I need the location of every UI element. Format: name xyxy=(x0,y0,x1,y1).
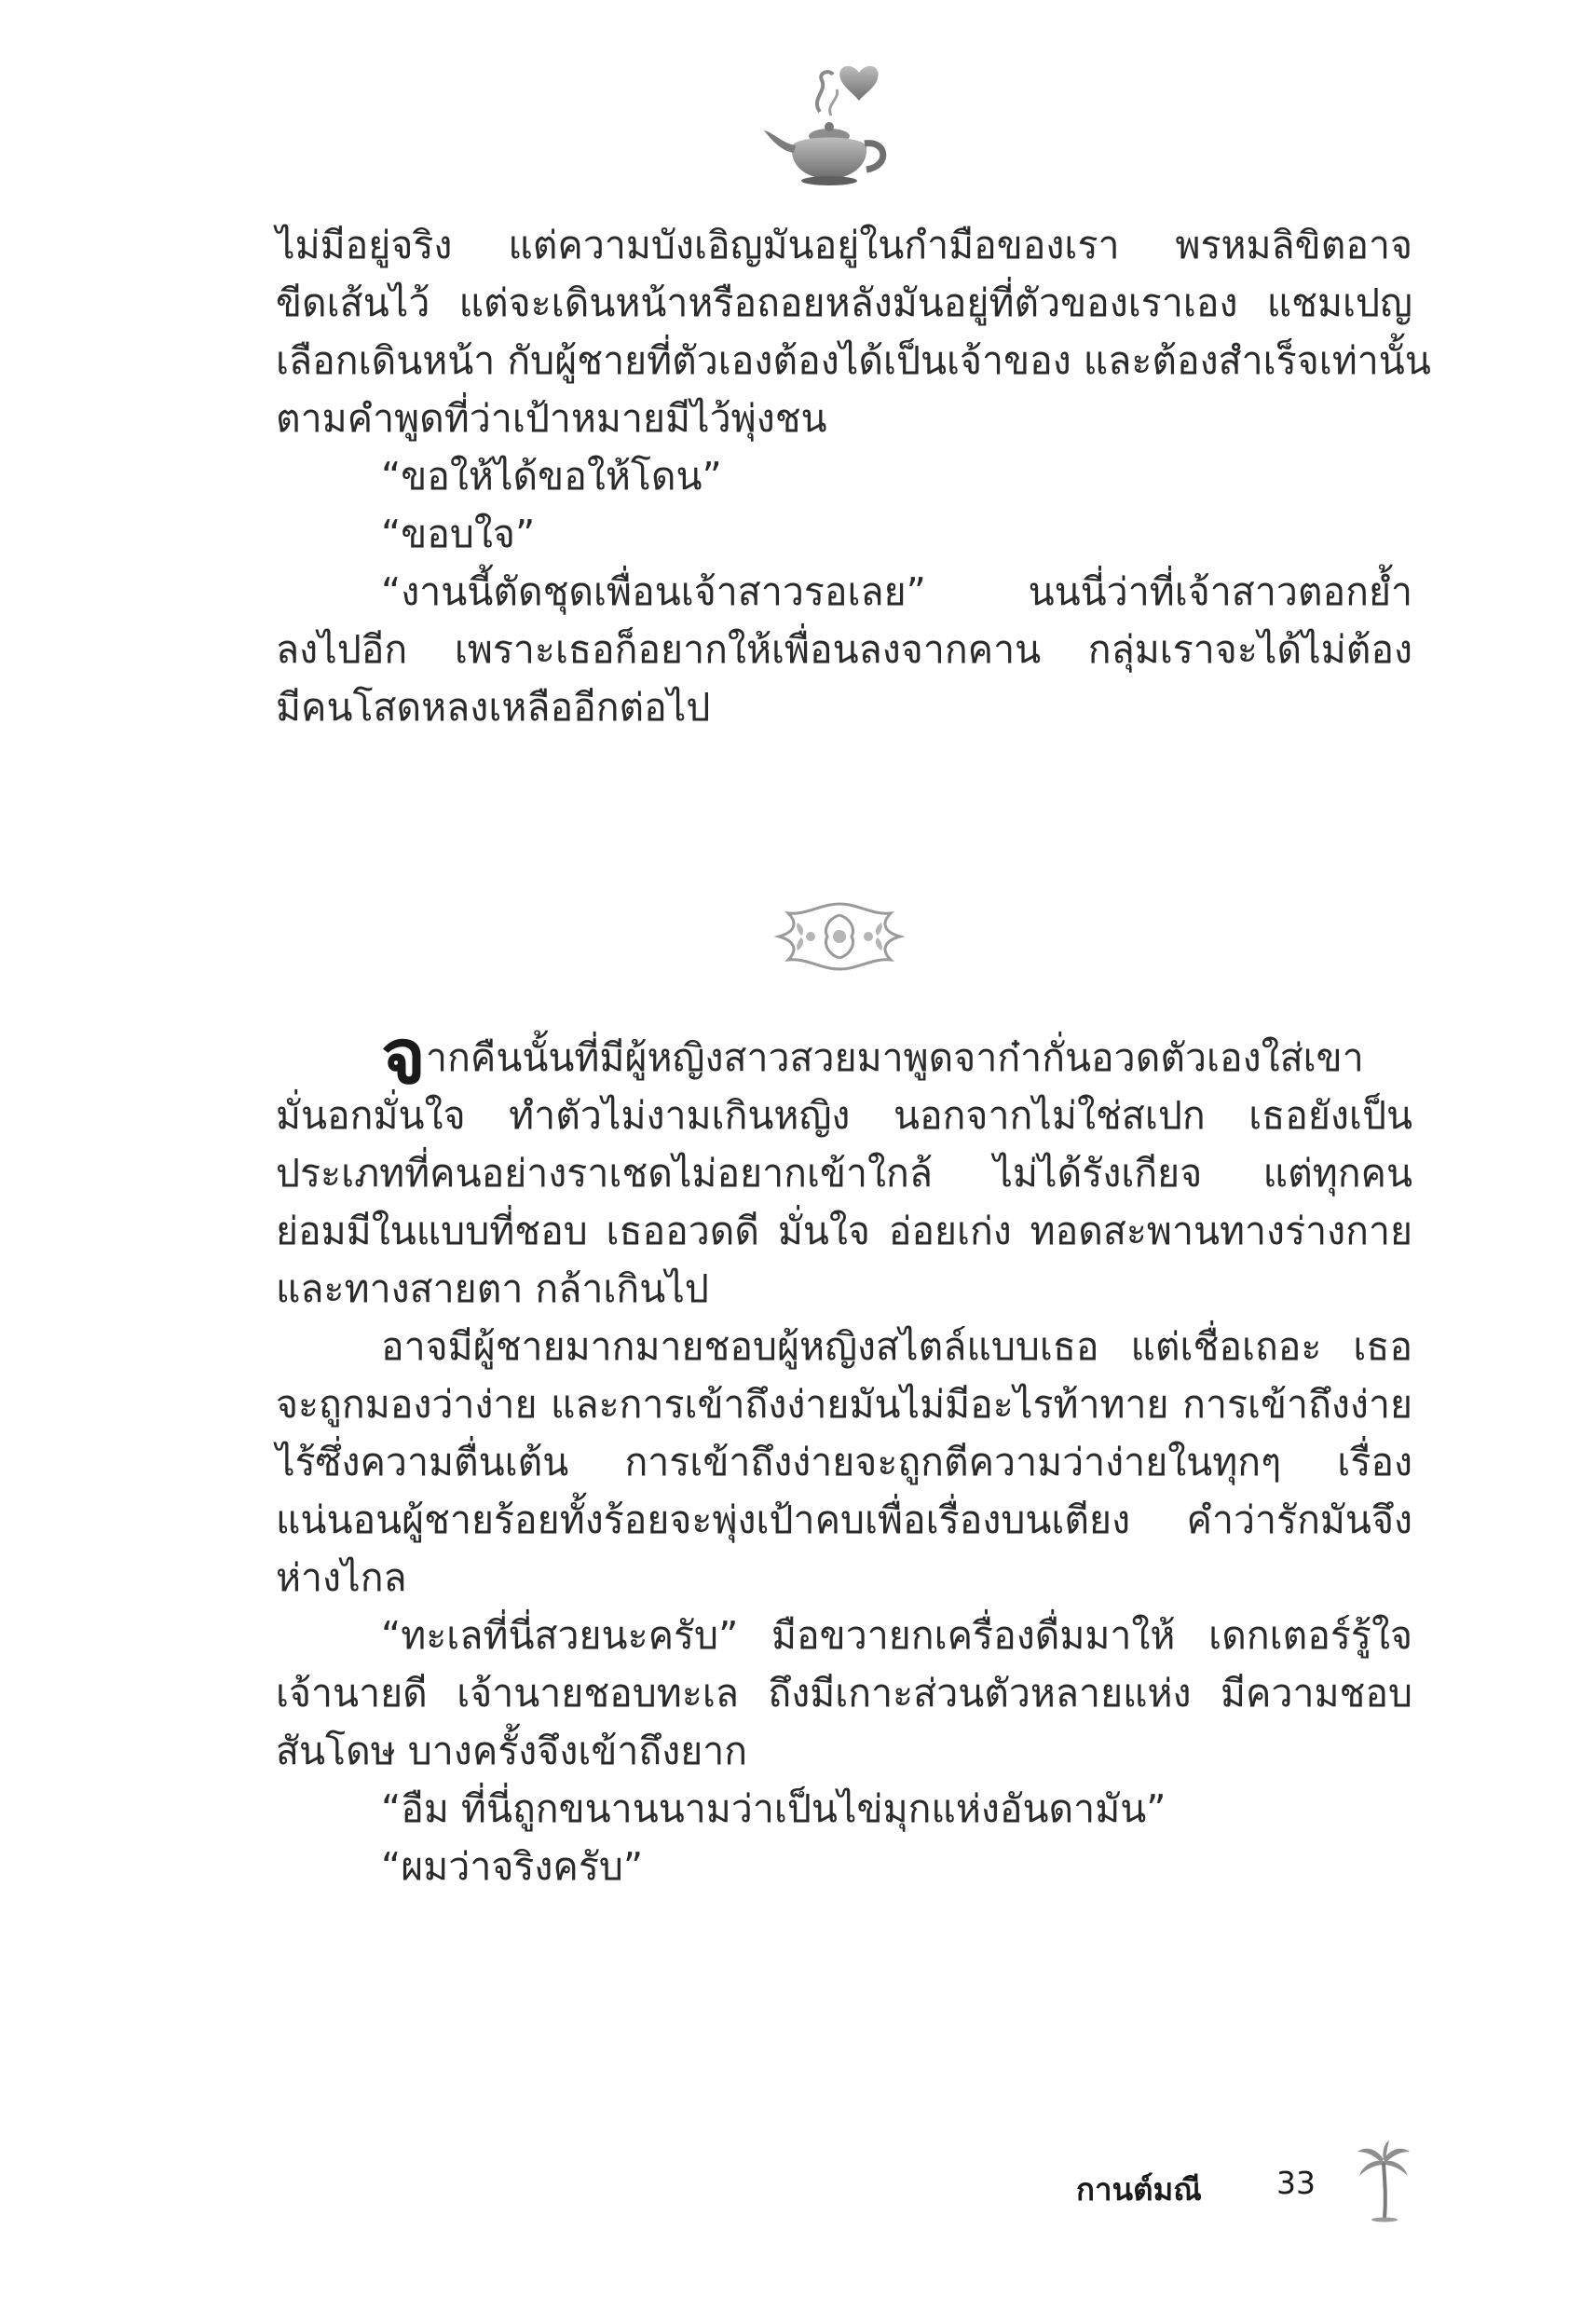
palm-tree-icon xyxy=(1356,2139,1412,2222)
text-line: ไร้ซึ่งความตื่นเต้น การเข้าถึงง่ายจะถูกตีความว่าง่ายในทุกๆ เรื่อง xyxy=(276,1440,1412,1484)
floral-scroll-ornament-icon xyxy=(770,895,909,978)
teapot-with-heart-ornament-icon xyxy=(755,54,904,194)
dialogue-line: “ขอให้ได้ขอให้โดน” xyxy=(381,454,722,499)
text-line: ห่างไกล xyxy=(276,1555,407,1600)
paragraph-block-1 xyxy=(276,216,1431,736)
dialogue-line: “อืม ที่นี่ถูกขนานนามว่าเป็นไข่มุกแห่งอันดามัน” xyxy=(381,1786,1166,1831)
text-line: ลงไปอีก เพราะเธอก็อยากให้เพื่อนลงจากคาน กลุ่มเราจะได้ไม่ต้อง xyxy=(276,627,1412,672)
text-line: ไม่มีอยู่จริง แต่ความบังเอิญมันอยู่ในกำมือของเรา พรหมลิขิตอาจ xyxy=(276,223,1412,267)
paragraph-block-2 xyxy=(276,1013,1412,1895)
page-number: 33 xyxy=(1276,2165,1316,2201)
text-line: ขีดเส้นไว้ แต่จะเดินหน้าหรือถอยหลังมันอยู่ที่ตัวของเราเอง แชมเปญ xyxy=(276,280,1412,325)
dialogue-line: “ขอบใจ” xyxy=(381,512,536,556)
text-line: เลือกเดินหน้า กับผู้ชายที่ตัวเองต้องได้เป็นเจ้าของ และต้องสำเร็จเท่านั้น xyxy=(276,338,1431,383)
text-line: สันโดษ บางครั้งจึงเข้าถึงยาก xyxy=(276,1729,748,1773)
page-footer xyxy=(1076,2139,1449,2222)
text-line-with-dropcap xyxy=(276,1013,1412,1101)
text-line: ประเภทที่คนอย่างราเชดไม่อยากเข้าใกล้ ไม่ได้รังเกียจ แต่ทุกคน xyxy=(276,1151,1412,1196)
text-line: “ทะเลที่นี่สวยนะครับ” มือขวายกเครื่องดื่มมาให้ เดกเตอร์รู้ใจ xyxy=(381,1613,1412,1658)
text-line: จะถูกมองว่าง่าย และการเข้าถึงง่ายมันไม่มีอะไรท้าทาย การเข้าถึงง่าย xyxy=(276,1382,1412,1427)
text-line: ากคืนนั้นที่มีผู้หญิงสาวสวยมาพูดจาก๋ากั่นอวดตัวเองใส่เขา xyxy=(426,1035,1364,1080)
text-line: มีคนโสดหลงเหลืออีกต่อไป xyxy=(276,685,711,730)
text-line: แน่นอนผู้ชายร้อยทั้งร้อยจะพุ่งเป้าคบเพื่อเรื่องบนเตียง คำว่ารักมันจึง xyxy=(276,1497,1412,1542)
book-title: กานต์มณี xyxy=(1076,2171,1202,2208)
dialogue-line: “ผมว่าจริงครับ” xyxy=(381,1844,644,1889)
drop-cap: จ xyxy=(381,1013,427,1101)
text-line: เจ้านายดี เจ้านายชอบทะเล ถึงมีเกาะส่วนตัวหลายแห่ง มีความชอบ xyxy=(276,1671,1412,1716)
text-line: มั่นอกมั่นใจ ทำตัวไม่งามเกินหญิง นอกจากไม่ใช่สเปก เธอยังเป็น xyxy=(276,1093,1412,1138)
text-line: อาจมีผู้ชายมากมายชอบผู้หญิงสไตล์แบบเธอ แต่เชื่อเถอะ เธอ xyxy=(381,1324,1412,1369)
text-line: ตามคำพูดที่ว่าเป้าหมายมีไว้พุ่งชน xyxy=(276,396,827,441)
text-line: และทางสายตา กล้าเกินไป xyxy=(276,1266,709,1311)
text-line: ย่อมมีในแบบที่ชอบ เธออวดดี มั่นใจ อ่อยเก่ง ทอดสะพานทางร่างกาย xyxy=(276,1209,1412,1253)
text-line: “งานนี้ตัดชุดเพื่อนเจ้าสาวรอเลย” นนนี่ว่าที่เจ้าสาวตอกย้ำ xyxy=(381,569,1412,614)
